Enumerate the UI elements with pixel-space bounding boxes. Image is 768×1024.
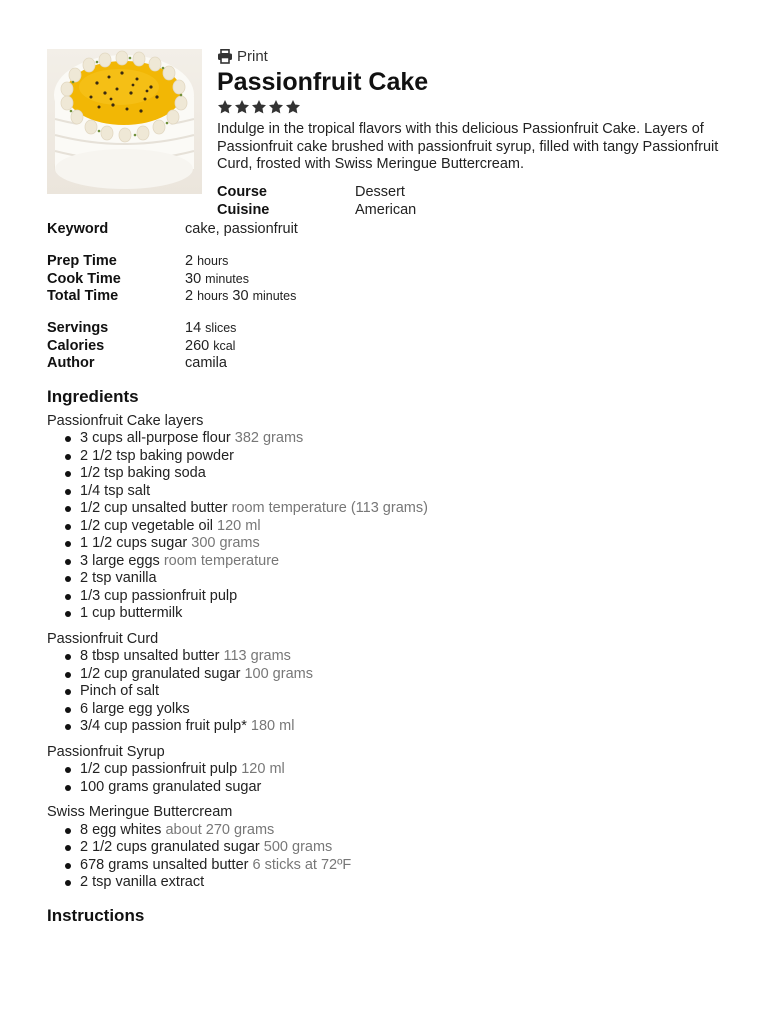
total-time-row: [47, 288, 727, 306]
instructions-heading: Instructions: [47, 905, 145, 925]
ingredient-item: [80, 535, 727, 553]
ingredient-item: [80, 553, 727, 571]
ingredient-group-title: Swiss Meringue Buttercream: [47, 804, 233, 820]
ingredient-text: 8 egg whites: [80, 821, 162, 838]
ingredient-text: 3 cups all-purpose flour: [80, 430, 231, 446]
ingredient-text: 1/2 cup unsalted butter: [80, 500, 228, 516]
ingredients-heading: Ingredients: [47, 386, 139, 406]
ingredient-list: [47, 648, 727, 736]
author-label: Author: [47, 355, 95, 371]
ingredient-text: Pinch of salt: [80, 683, 159, 699]
calories-value: 260 kcal: [185, 337, 236, 354]
keyword-row: [47, 221, 727, 239]
ingredient-note: about 270 grams: [165, 821, 275, 838]
total-time-label: Total Time: [47, 288, 119, 304]
servings-row: [47, 320, 727, 338]
ingredient-item: [80, 430, 727, 448]
ingredient-item: [80, 779, 727, 797]
ingredient-groups: [47, 413, 727, 892]
author-row: [47, 355, 727, 373]
cook-time-label: Cook Time: [47, 270, 121, 287]
ingredient-note: 300 grams: [191, 535, 260, 551]
ingredient-item: [80, 666, 727, 684]
ingredient-item: [80, 701, 727, 719]
author-value: camila: [185, 355, 227, 371]
ingredient-group-title: Passionfruit Cake layers: [47, 412, 204, 429]
recipe-header: [47, 45, 727, 218]
star-icon: [217, 99, 233, 115]
ingredient-item: [80, 605, 727, 623]
star-icon: [285, 99, 301, 115]
cuisine-value: American: [355, 201, 417, 218]
recipe-details: [47, 221, 727, 373]
ingredient-item: [80, 518, 727, 536]
ingredient-note: 100 grams: [244, 665, 313, 682]
ingredient-item: [80, 648, 727, 666]
ingredient-note: room temperature (113 grams): [231, 500, 428, 516]
recipe-description: Indulge in the tropical flavors with this delicious Passionfruit Cake. Layers of Passionfruit cake brushed with passionfruit syrup, filled with tangy Passionfruit Curd, frosted with Swiss Meringue Buttercream.: [217, 121, 719, 172]
ingredient-text: 6 large egg yolks: [80, 700, 190, 717]
ingredient-item: [80, 465, 727, 483]
ingredient-text: 2 1/2 tsp baking powder: [80, 447, 234, 464]
ingredient-text: 1/2 cup passionfruit pulp: [80, 761, 238, 777]
ingredient-note: room temperature: [163, 552, 280, 569]
calories-label: Calories: [47, 337, 105, 354]
star-icon: [268, 99, 284, 115]
ingredient-note: 120 ml: [217, 517, 261, 534]
ingredient-text: 2 tsp vanilla: [80, 570, 157, 586]
cook-time-row: [47, 271, 727, 289]
ingredient-text: 1/4 tsp salt: [80, 482, 151, 499]
ingredient-item: [80, 761, 727, 779]
cake-illustration: [47, 49, 202, 194]
servings-value: 14 slices: [185, 320, 237, 336]
ingredient-text: 678 grams unsalted butter: [80, 856, 249, 873]
prep-time-value: 2 hours: [185, 253, 229, 269]
ingredient-list: [47, 761, 727, 796]
course-row: [217, 184, 416, 202]
star-icon: [234, 99, 250, 115]
recipe-title: Passionfruit Cake: [217, 68, 429, 96]
ingredient-item: [80, 483, 727, 501]
ingredient-text: 2 1/2 cups granulated sugar: [80, 839, 260, 855]
servings-label: Servings: [47, 320, 109, 336]
ingredient-text: 2 tsp vanilla extract: [80, 874, 205, 890]
ingredient-text: 1/2 cup granulated sugar: [80, 665, 241, 682]
ingredient-text: 1 cup buttermilk: [80, 605, 183, 621]
ingredient-note: 382 grams: [234, 430, 304, 446]
ingredient-group-title: Passionfruit Curd: [47, 630, 159, 647]
ingredient-text: 1 1/2 cups sugar: [80, 535, 188, 551]
ingredient-item: [80, 683, 727, 701]
ingredient-note: 113 grams: [223, 648, 291, 664]
ingredient-item: [80, 500, 727, 518]
ingredient-list: [47, 822, 727, 892]
ingredient-item: [80, 570, 727, 588]
keyword-value: cake, passionfruit: [185, 221, 298, 237]
print-label: Print: [237, 47, 268, 65]
ingredient-item: [80, 822, 727, 840]
prep-time-label: Prep Time: [47, 253, 117, 269]
prep-time-row: [47, 253, 727, 271]
ingredient-note: 180 ml: [250, 718, 295, 734]
ingredient-item: [80, 718, 727, 736]
ingredient-item: [80, 857, 727, 875]
ingredient-text: 1/3 cup passionfruit pulp: [80, 587, 238, 604]
ingredient-text: 3 large eggs: [80, 552, 160, 569]
ingredient-note: 6 sticks at 72ºF: [252, 856, 352, 873]
printer-icon: [217, 49, 233, 64]
ingredient-item: [80, 839, 727, 857]
recipe-card: [47, 45, 727, 932]
course-label: Course: [217, 184, 267, 200]
ingredient-item: [80, 874, 727, 892]
ingredient-group-title: Passionfruit Syrup: [47, 743, 165, 760]
ingredient-item: [80, 588, 727, 606]
rating-stars[interactable]: [217, 99, 727, 117]
keyword-label: Keyword: [47, 221, 109, 237]
course-value: Dessert: [355, 184, 405, 200]
cuisine-row: [217, 202, 416, 220]
print-button[interactable]: [217, 45, 727, 67]
ingredient-item: [80, 448, 727, 466]
ingredient-text: 8 tbsp unsalted butter: [80, 648, 220, 664]
ingredient-text: 1/2 cup vegetable oil: [80, 517, 214, 534]
calories-row: [47, 338, 727, 356]
cuisine-label: Cuisine: [217, 201, 270, 218]
ingredient-list: [47, 430, 727, 623]
cook-time-value: 30 minutes: [185, 270, 249, 287]
star-icon: [251, 99, 267, 115]
ingredient-note: 120 ml: [241, 761, 285, 777]
ingredient-note: 500 grams: [263, 839, 333, 855]
course-cuisine: [217, 184, 416, 219]
ingredient-text: 100 grams granulated sugar: [80, 778, 262, 795]
total-time-value: 2 hours 30 minutes: [185, 288, 297, 304]
ingredient-text: 1/2 tsp baking soda: [80, 465, 206, 481]
cake-photo: [47, 49, 202, 194]
ingredient-text: 3/4 cup passion fruit pulp*: [80, 718, 247, 734]
recipe-head: [217, 45, 727, 174]
